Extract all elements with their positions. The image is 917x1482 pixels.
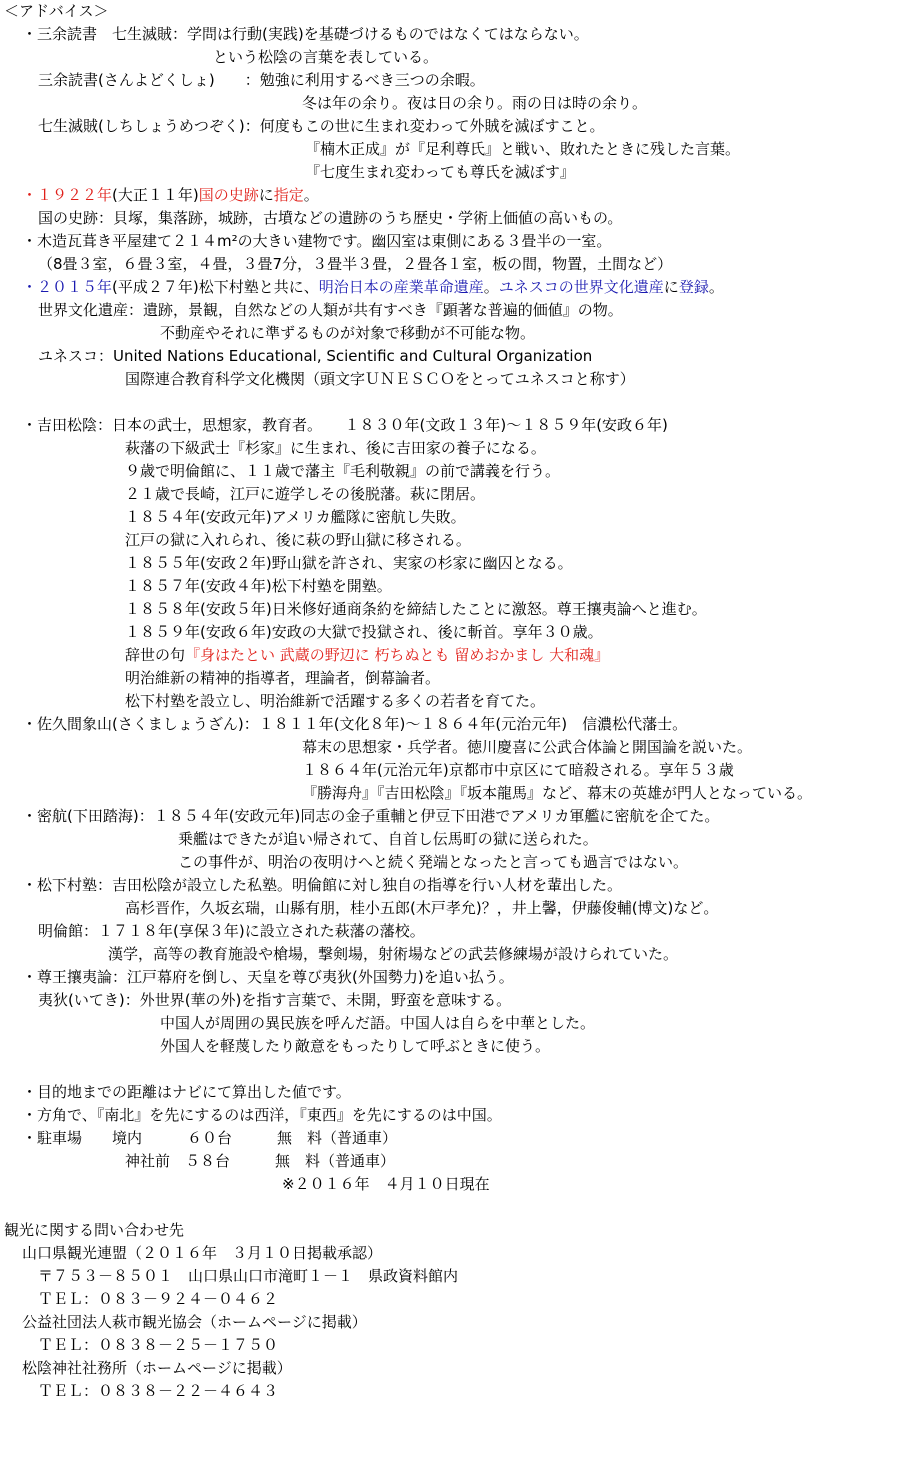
yoshida-line: 松下村塾を設立し、明治維新で活躍する多くの若者を育てた。 bbox=[125, 692, 546, 710]
contact-line: 松陰神社社務所（ホームページに掲載） bbox=[22, 1359, 292, 1377]
death-poem: 『身はたとい 武蔵の野辺に 朽ちぬとも 留めおかまし 大和魂』 bbox=[185, 646, 610, 664]
contact-line: 〒７５３－８５０１ 山口県山口市滝町１－１ 県政資料館内 bbox=[38, 1267, 459, 1285]
distance-note: ・目的地までの距離はナビにて算出した値です。 bbox=[22, 1083, 351, 1101]
sonjuku-line: ・松下村塾：吉田松陰が設立した私塾。明倫館に対し独自の指導を行い人材を輩出した。 bbox=[22, 876, 623, 894]
parking-date: ※２０１６年 ４月１０日現在 bbox=[282, 1175, 490, 1193]
yoshida-line: １８５７年(安政４年)松下村塾を開塾。 bbox=[125, 577, 392, 595]
sanyo-line: という松陰の言葉を表している。 bbox=[213, 48, 439, 66]
shichisho-line: 『楠木正成』が『足利尊氏』と戦い、敗れたときに残した言葉。 bbox=[305, 140, 741, 158]
iteki-line: 外国人を軽蔑したり敵意をもったりして呼ぶときに使う。 bbox=[160, 1037, 551, 1055]
yoshida-line: １８５９年(安政６年)安政の大獄で投獄され、後に斬首。享年３０歳。 bbox=[125, 623, 603, 641]
particle: に bbox=[258, 186, 274, 204]
yoshida-line: １８５８年(安政５年)日米修好通商条約を締結したことに激怒。尊王攘夷論へと進む。 bbox=[125, 600, 707, 618]
yoshida-line: 明治維新の精神的指導者，理論者，倒幕論者。 bbox=[125, 669, 441, 687]
shichisho-line: 七生滅賊(しちしょうめつぞく)：何度もこの世に生まれ変わって外賊を滅ぼすこと。 bbox=[38, 117, 605, 135]
designation: 指定 bbox=[273, 186, 304, 204]
unesco-world-heritage: ユネスコの世界文化遺産 bbox=[498, 278, 664, 296]
unesco-definition: ユネスコ：United Nations Educational, Scientific and Cultural Organization bbox=[38, 347, 593, 365]
year-1922: １９２２年 bbox=[37, 186, 113, 204]
contact-line: 山口県観光連盟（２０１６年 ３月１０日掲載承認） bbox=[22, 1244, 383, 1262]
sonno-line: ・尊王攘夷論：江戸幕府を倒し、天皇を尊び夷狄(外国勢力)を追い払う。 bbox=[22, 968, 514, 986]
iteki-line: 中国人が周囲の異民族を呼んだ語。中国人は自らを中華とした。 bbox=[160, 1014, 596, 1032]
sakuma-line: ・佐久間象山(さくましょうざん)：１８１１年(文化８年)～１８６４年(元治元年) 信濃松代藩士。 bbox=[22, 715, 688, 733]
yoshida-line: ９歳で明倫館に、１１歳で藩主『毛利敬親』の前で講義を行う。 bbox=[125, 462, 561, 480]
yoshida-line: １８５４年(安政元年)アメリカ艦隊に密航し失敗。 bbox=[125, 508, 466, 526]
sanyo-line: ・三余読書 七生滅賊：学問は行動(実践)を基礎づけるものではなくてはならない。 bbox=[22, 25, 589, 43]
mikko-line: 乗艦はできたが追い帰されて、自首し伝馬町の獄に送られた。 bbox=[178, 830, 598, 848]
sakuma-line: 『勝海舟』『吉田松陰』『坂本龍馬』など、幕末の英雄が門人となっている。 bbox=[302, 784, 813, 802]
bullet: ・ bbox=[22, 186, 38, 204]
advice-header: ＜アドバイス＞ bbox=[4, 2, 109, 20]
period: 。 bbox=[303, 186, 319, 204]
yoshida-line: ・吉田松陰：日本の武士，思想家，教育者。 １８３０年(文政１３年)～１８５９年(安政６年) bbox=[22, 416, 668, 434]
era-taisho: (大正１１年) bbox=[112, 186, 199, 204]
contact-phone: ＴＥＬ：０８３８－２２－４６４３ bbox=[38, 1382, 279, 1400]
registration-2015-line bbox=[22, 276, 724, 298]
sakuma-line: １８６４年(元治元年)京都市中京区にて暗殺される。享年５３歳 bbox=[302, 761, 734, 779]
period: 。 bbox=[708, 278, 724, 296]
death-poem-label: 辞世の句 bbox=[125, 646, 186, 664]
heritage-definition: 世界文化遺産：遺跡，景観，自然などの人類が共有すべき『顕著な普遍的価値』の物。 bbox=[38, 301, 623, 319]
building-line: （8畳３室，６畳３室，４畳，３畳7分，３畳半３畳，２畳各１室，板の間，物置，土間など） bbox=[38, 255, 673, 273]
registration: 登録 bbox=[678, 278, 709, 296]
sonjuku-line: 高杉晋作，久坂玄瑞，山縣有朋，桂小五郎(木戸孝允)？，井上馨，伊藤俊輔(博文)など。 bbox=[125, 899, 719, 917]
particle: に bbox=[663, 278, 679, 296]
yoshida-line: 江戸の獄に入れられ、後に萩の野山獄に移される。 bbox=[125, 531, 471, 549]
national-historic-site: 国の史跡 bbox=[198, 186, 259, 204]
iteki-line: 夷狄(いてき)：外世界(華の外)を指す言葉で、未開，野蛮を意味する。 bbox=[38, 991, 512, 1009]
designation-1922-line bbox=[22, 184, 319, 206]
contact-header: 観光に関する問い合わせ先 bbox=[4, 1221, 185, 1239]
mikko-line: この事件が、明治の夜明けへと続く発端となったと言っても過言ではない。 bbox=[178, 853, 689, 871]
bullet: ・ bbox=[22, 278, 38, 296]
meirinkan-line: 漢学，高等の教育施設や槍場，撃剣場，射術場などの武芸修練場が設けられていた。 bbox=[108, 945, 679, 963]
building-line: ・木造瓦葺き平屋建て２１４m²の大きい建物です。幽囚室は東側にある３畳半の一室。 bbox=[22, 232, 612, 250]
yoshida-line: ２１歳で長崎，江戸に遊学しその後脱藩。萩に閉居。 bbox=[125, 485, 486, 503]
mikko-line: ・密航(下田踏海)：１８５４年(安政元年)同志の金子重輔と伊豆下田港でアメリカ軍艦に密航を企てた。 bbox=[22, 807, 720, 825]
contact-line: 公益社団法人萩市観光協会（ホームページに掲載） bbox=[22, 1313, 367, 1331]
sanyo-line: 冬は年の余り。夜は日の余り。雨の日は時の余り。 bbox=[302, 94, 648, 112]
contact-phone: ＴＥＬ：０８３－９２４－０４６２ bbox=[38, 1290, 279, 1308]
year-2015: ２０１５年 bbox=[37, 278, 113, 296]
direction-note: ・方角で、『南北』を先にするのは西洋，『東西』を先にするのは中国。 bbox=[22, 1106, 502, 1124]
historic-site-definition: 国の史跡：貝塚，集落跡，城跡，古墳などの遺跡のうち歴史・学術上価値の高いもの。 bbox=[38, 209, 623, 227]
yoshida-line: 萩藩の下級武士『杉家』に生まれ、後に吉田家の養子になる。 bbox=[125, 439, 546, 457]
meirinkan-line: 明倫館：１７１８年(享保３年)に設立された萩藩の藩校。 bbox=[38, 922, 425, 940]
heritage-definition: 不動産やそれに準ずるものが対象で移動が不可能な物。 bbox=[160, 324, 536, 342]
death-poem-line bbox=[125, 644, 609, 666]
era-heisei: (平成２７年)松下村塾と共に、 bbox=[112, 278, 319, 296]
sanyo-line: 三余読書(さんよどくしょ) ：勉強に利用するべき三つの余暇。 bbox=[38, 71, 485, 89]
period: 。 bbox=[483, 278, 499, 296]
parking-line: ・駐車場 境内 ６０台 無 料（普通車） bbox=[22, 1129, 398, 1147]
yoshida-line: １８５５年(安政２年)野山獄を許され、実家の杉家に幽囚となる。 bbox=[125, 554, 573, 572]
unesco-definition: 国際連合教育科学文化機関（頭文字ＵＮＥＳＣＯをとってユネスコと称す） bbox=[125, 370, 635, 388]
parking-line: 神社前 ５８台 無 料（普通車） bbox=[125, 1152, 396, 1170]
contact-phone: ＴＥＬ：０８３８－２５－１７５０ bbox=[38, 1336, 279, 1354]
sakuma-line: 幕末の思想家・兵学者。徳川慶喜に公武合体論と開国論を説いた。 bbox=[302, 738, 753, 756]
shichisho-line: 『七度生まれ変わっても尊氏を滅ぼす』 bbox=[305, 163, 575, 181]
meiji-industrial-heritage: 明治日本の産業革命遺産 bbox=[318, 278, 484, 296]
